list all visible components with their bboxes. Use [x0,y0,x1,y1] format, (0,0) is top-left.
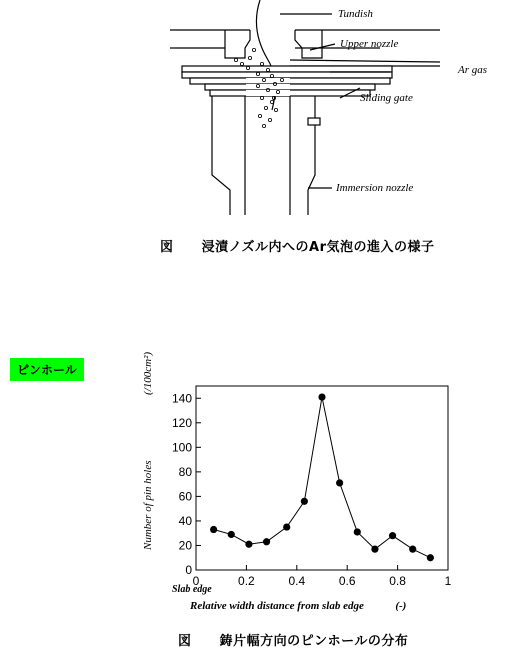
data-point [409,546,416,553]
nozzle-diagram [150,0,510,215]
data-point [245,541,252,548]
y-axis [172,391,201,577]
x-axis-unit: (-) [395,600,407,612]
data-point [228,531,235,538]
x-axis-label: Relative width distance from slab edge [190,600,364,612]
y-axis-unit: (/100cm²) [142,351,154,395]
pinhole-distribution-chart [140,370,470,610]
figure1-caption-text: 浸漬ノズル内へのAr気泡の進入の様子 [201,240,435,255]
y-tick-label: 100 [171,440,192,455]
x-tick-label: 0.6 [338,574,356,588]
sliding-gate-label: Sliding gate [360,92,413,104]
x-tick-label: 0.4 [288,574,306,588]
figure2-caption-text: 鋳片幅方向のピンホールの分布 [219,634,409,649]
data-point [336,479,343,486]
series-line [214,397,431,558]
x-tick-label: 0.2 [238,574,255,588]
data-points [210,393,434,561]
data-point [371,546,378,553]
y-tick-label: 120 [171,415,192,430]
data-point [389,532,396,539]
tundish-label: Tundish [338,8,373,20]
x-axis-title [190,600,406,612]
x-tick-label: 1 [444,574,452,588]
y-tick-label: 0 [185,563,192,577]
y-tick-label: 140 [171,391,192,406]
data-point [210,526,217,533]
y-tick-label: 80 [178,464,192,479]
ar-gas-label: Ar gas [458,64,488,76]
x-tick-label: 0.8 [389,574,406,588]
figure2-caption-prefix: 図 [178,634,192,649]
x-tick-label: 0 [192,574,200,588]
y-tick-label: 40 [178,513,192,528]
pinhole-section-badge: ピンホール [10,358,84,381]
data-point [427,554,434,561]
y-axis-title [142,352,154,550]
x-axis [193,565,452,588]
data-point [354,528,361,535]
figure1-caption-prefix: 図 [160,240,174,255]
data-point [283,523,290,530]
y-tick-label: 60 [178,489,192,504]
data-point [301,498,308,505]
y-axis-label: Number of pin holes [142,460,154,550]
figure1-caption [160,236,435,255]
figure2-caption [178,630,408,649]
plot-frame [196,386,448,570]
immersion-nozzle-label: Immersion nozzle [336,182,414,194]
data-point [263,538,270,545]
y-tick-label: 20 [178,538,192,553]
slab-edge-label: Slab edge [172,584,212,595]
data-point [318,393,325,400]
upper-nozzle-label: Upper nozzle [340,38,399,50]
